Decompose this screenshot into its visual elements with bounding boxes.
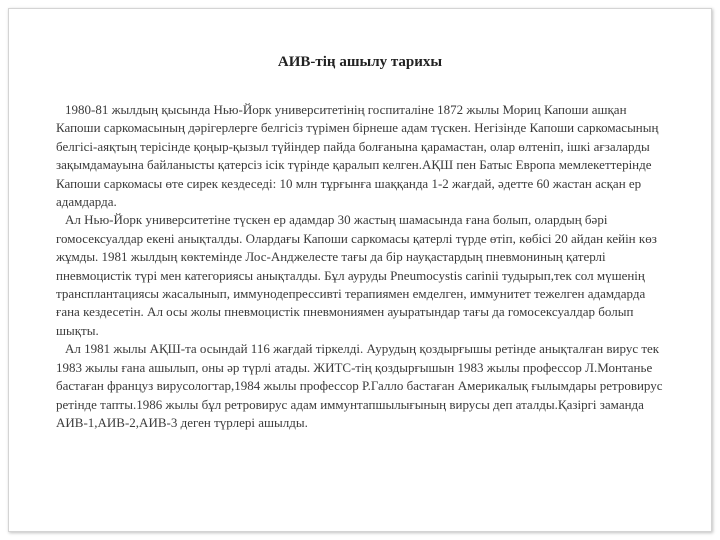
slide-title: АИВ-тің ашылу тарихы bbox=[277, 54, 443, 70]
slide-frame bbox=[8, 8, 712, 532]
paragraph: Ал Нью-Йорк университетіне түскен ер адамдар 30 жастың шамасында ғана болып, олардың бәрі гомосексуалдар екені анықталды. Олардағы Капоши саркомасы қатерлі түрде өтіп, көбісі 20 айдан кейін көз жұмды. 1981 жылдың көктемінде Лос-Анджелесте тағы да бір науқастардың пневмониның қатерлі пневмоцистік түрі мен категориясы анықталды. Бұл ауруды Pneumocystis carinii тудырып,тек сол мүшенің трансплантациясы жасалынып, иммунодепрессивті терапиямен емделген, иммунитет тежелген адамдарда ғана кездесетін. Ал осы жолы пневмоцистік пневмониямен ауыратындар тағы да гомосексуалдар болып шықты. bbox=[56, 212, 657, 338]
paragraph: Ал 1981 жылы АҚШ-та осындай 116 жағдай тіркелді. Аурудың қоздырғышы ретінде анықталған вирус тек 1983 жылы ғана ашылып, оны әр түрлі атады. ЖИТС-тің қоздырғышын 1983 жылы профессор Л.Монтанье бастаған француз вирусологтар,1984 жылы профессор Р.Галло бастаған Америкалық ғылымдары ретровирус ретінде тапты.1986 жылы бұл ретровирус адам иммунтапшылығының вирусы деп аталды.Қазіргі заманда АИВ-1,АИВ-2,АИВ-3 деген түрлері ашылды. bbox=[56, 341, 663, 430]
slide-body bbox=[56, 101, 671, 432]
paragraph: 1980-81 жылдың қысында Нью-Йорк университетінің госпиталіне 1872 жылы Мориц Капоши ашқан Капоши саркомасының дәрігерлерге белгісіз түрімен бірнеше адам түскен. Негізінде Капоши саркомасының белгісі-аяқтың терісінде қоңыр-қызыл түйіндер пайда болғанына қарамастан, олар өлтеніп, ішкі ағзаларды зақымдамауына байланысты қатерсіз ісік түрінде қаралып келген.АҚШ пен Батыс Европа мемлекеттерінде Капоши саркомасы өте сирек кездеседі: 10 млн тұрғынға шаққанда 1-2 жағдай, әдетте 60 жастан асқан ер адамдарда. bbox=[56, 102, 659, 210]
